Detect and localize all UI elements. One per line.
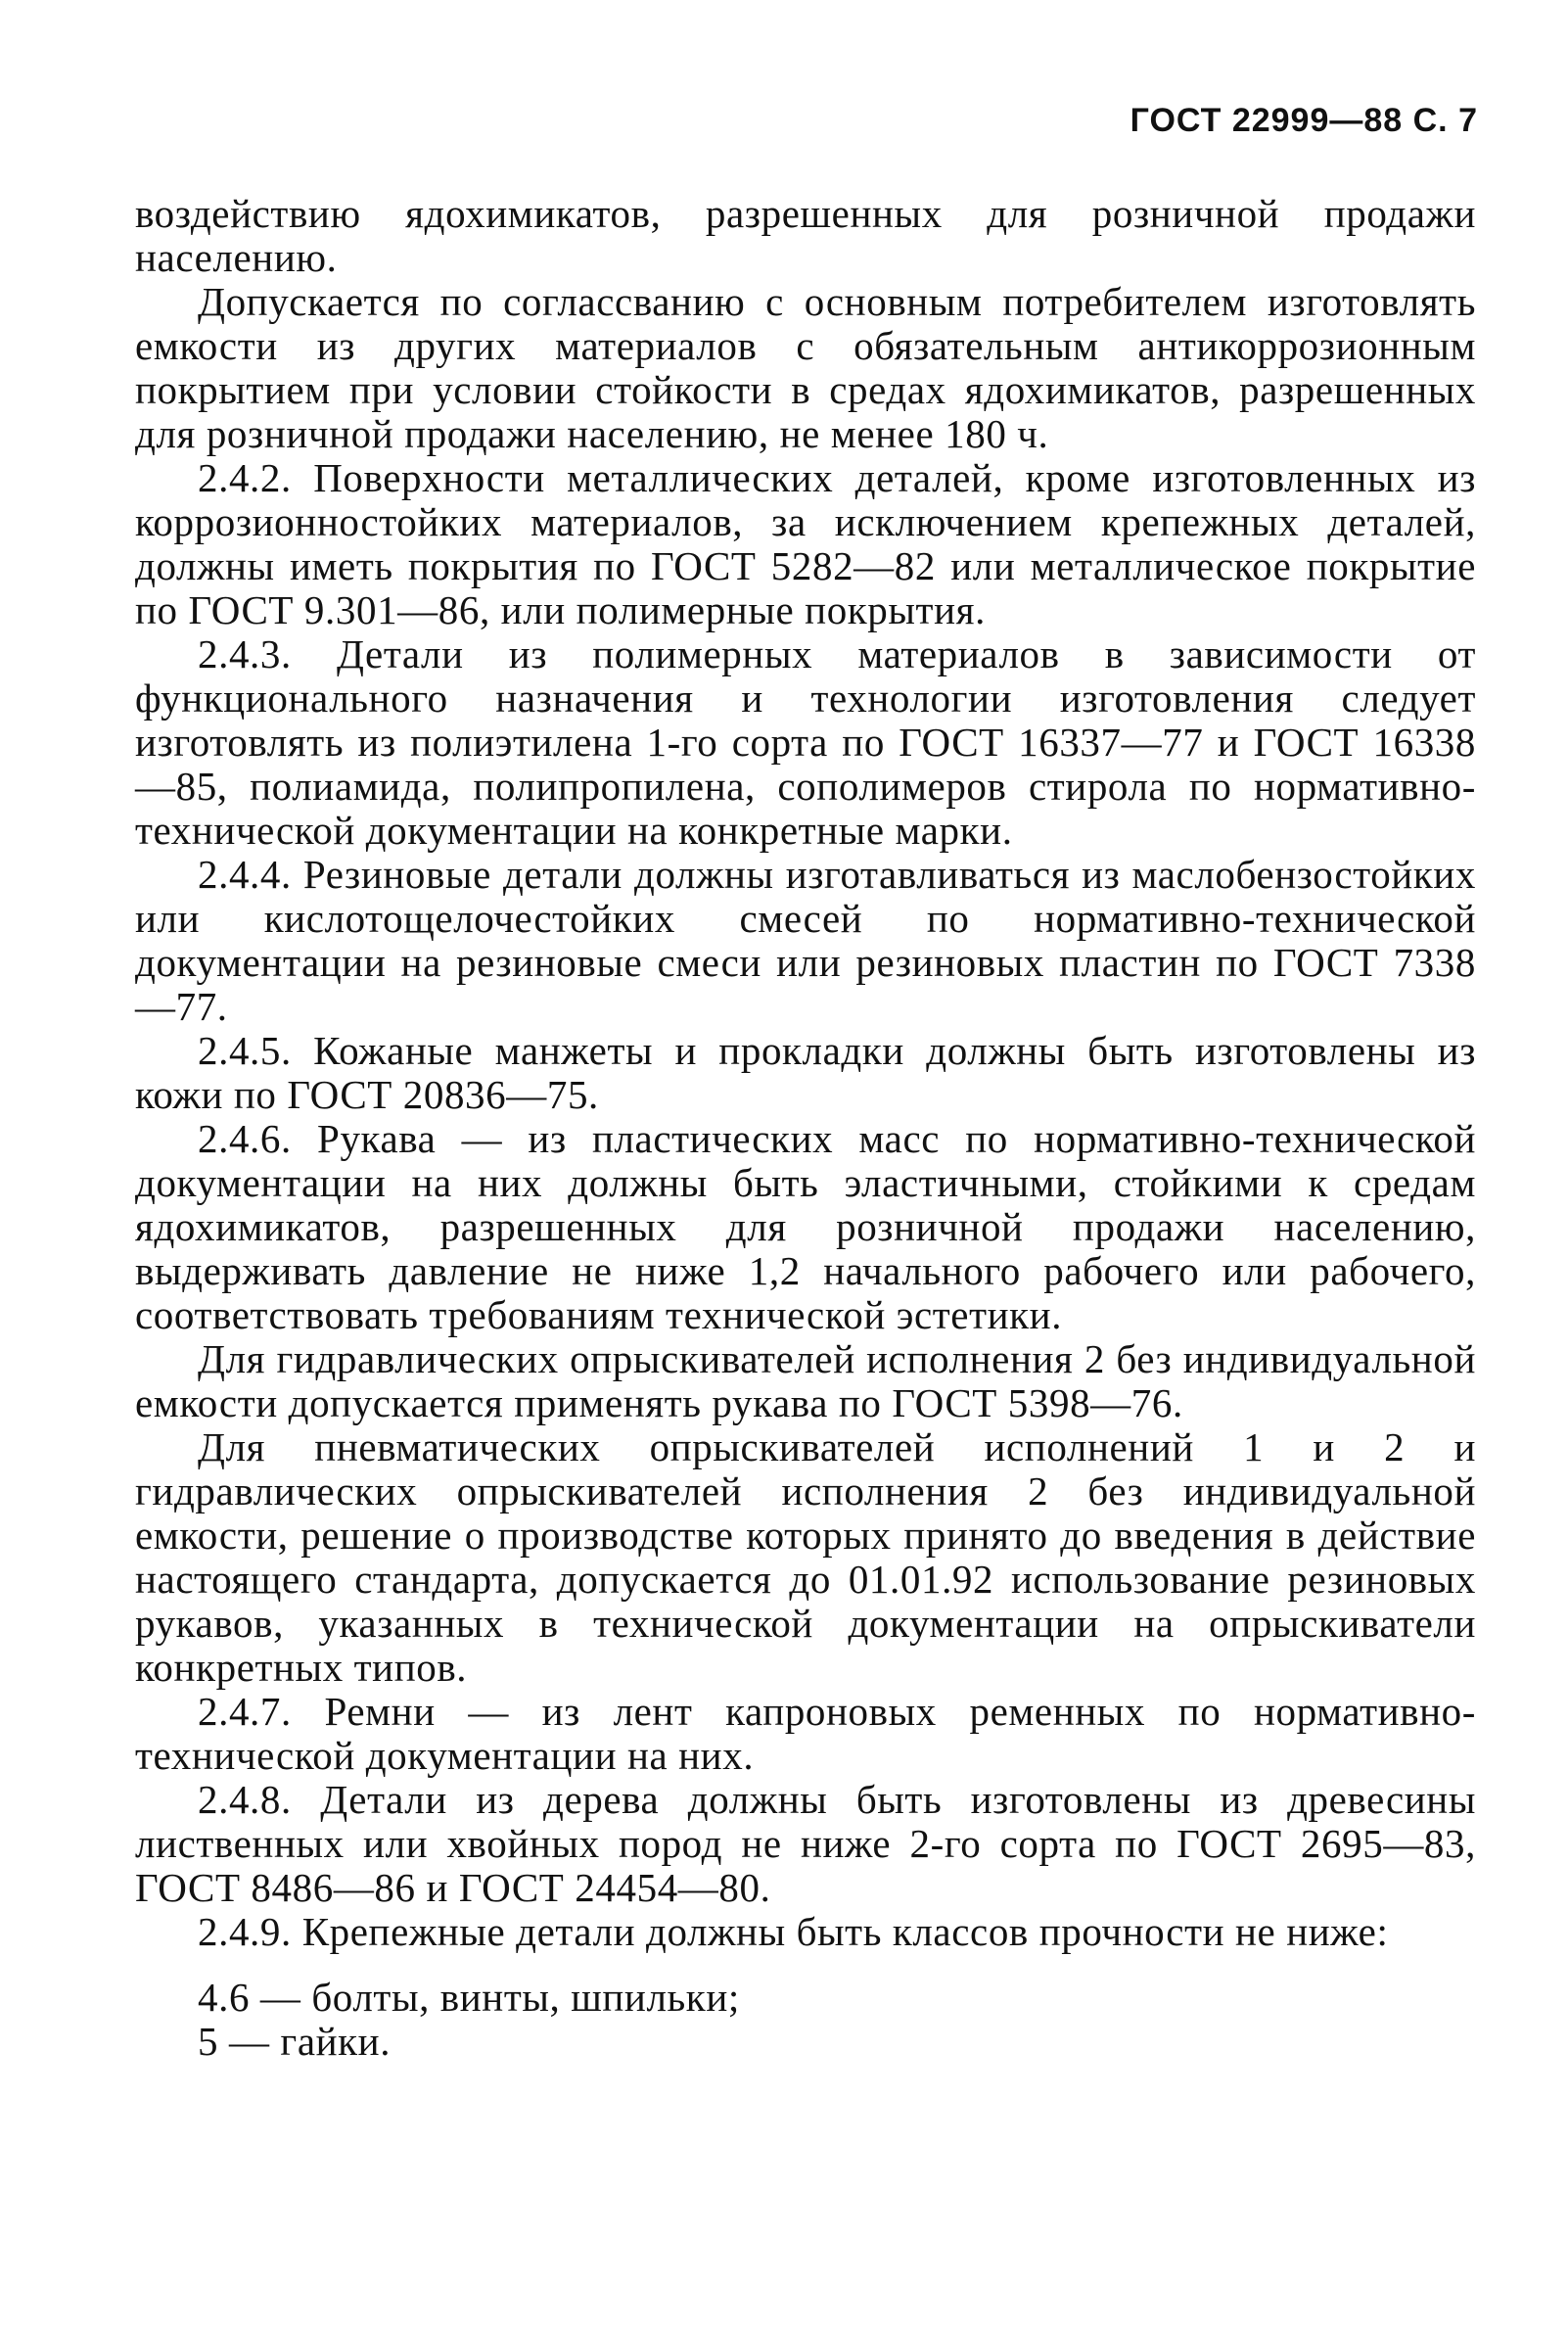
clause-2-4-6: 2.4.6. Рукава — из пластических масс по нормативно-технической документации на них должны быть эластичными, стойкими к средам ядохимикатов, разрешенных для розничной продажи населению, выдерживать давление не ниже 1,2 начального рабочего или рабочего, соответствовать требованиям технической эстетики. (135, 1116, 1476, 1337)
clause-2-4-7: 2.4.7. Ремни — из лент капроновых ременных по нормативно-технической документации на них. (135, 1689, 1476, 1778)
clause-2-4-9: 2.4.9. Крепежные детали должны быть классов прочности не ниже: (198, 1909, 1389, 1954)
paragraph-pneumatic-hoses: Для пневматических опрыскивателей исполнений 1 и 2 и гидравлических опрыскивателей исполнения 2 без индивидуальной емкости, решение о производстве которых принято до введения в действие настоящего стандарта, допускается до 01.01.92 использование резиновых рукавов, указанных в технической документации на опрыскиватели конкретных типов. (135, 1424, 1476, 1690)
list-item-bolts: 4.6 — болты, винты, шпильки; (198, 1975, 740, 2020)
clause-2-4-4: 2.4.4. Резиновые детали должны изготавливаться из маслобензостойких или кислотощелочестойких смесей по нормативно-технической документации на резиновые смеси или резиновых пластин по ГОСТ 7338—77. (135, 852, 1476, 1029)
document-body (135, 192, 1476, 2064)
list-item-nuts: 5 — гайки. (198, 2019, 392, 2064)
clause-2-4-8: 2.4.8. Детали из дерева должны быть изготовлены из древесины лиственных или хвойных пород не ниже 2-го сорта по ГОСТ 2695—83, ГОСТ 8486—86 и ГОСТ 24454—80. (135, 1777, 1476, 1910)
clause-2-4-5: 2.4.5. Кожаные манжеты и прокладки должны быть изготовлены из кожи по ГОСТ 20836—75. (135, 1028, 1476, 1117)
paragraph-continuation: воздействию ядохимикатов, разрешенных для розничной продажи населению. (135, 191, 1476, 280)
clause-2-4-2: 2.4.2. Поверхности металлических деталей, кроме изготовленных из коррозионностойких материалов, за исключением крепежных деталей, должны иметь покрытия по ГОСТ 5282—82 или металлическое покрытие по ГОСТ 9.301—86, или полимерные покрытия. (135, 455, 1476, 632)
page-header: ГОСТ 22999—88 С. 7 (1130, 102, 1478, 139)
paragraph-hydraulic-hoses: Для гидравлических опрыскивателей исполнения 2 без индивидуальной емкости допускается применять рукава по ГОСТ 5398—76. (135, 1336, 1476, 1425)
paragraph-permission: Допускается по соглассванию с основным потребителем изготовлять емкости из других материалов с обязательным антикоррозионным покрытием при условии стойкости в средах ядохимикатов, разрешенных для розничной продажи населению, не менее 180 ч. (135, 279, 1476, 456)
clause-2-4-3: 2.4.3. Детали из полимерных материалов в зависимости от функционального назначения и технологии изготовления следует изготовлять из полиэтилена 1-го сорта по ГОСТ 16337—77 и ГОСТ 16338—85, полиамида, полипропилена, сополимеров стирола по нормативно-технической документации на конкретные марки. (135, 631, 1476, 853)
